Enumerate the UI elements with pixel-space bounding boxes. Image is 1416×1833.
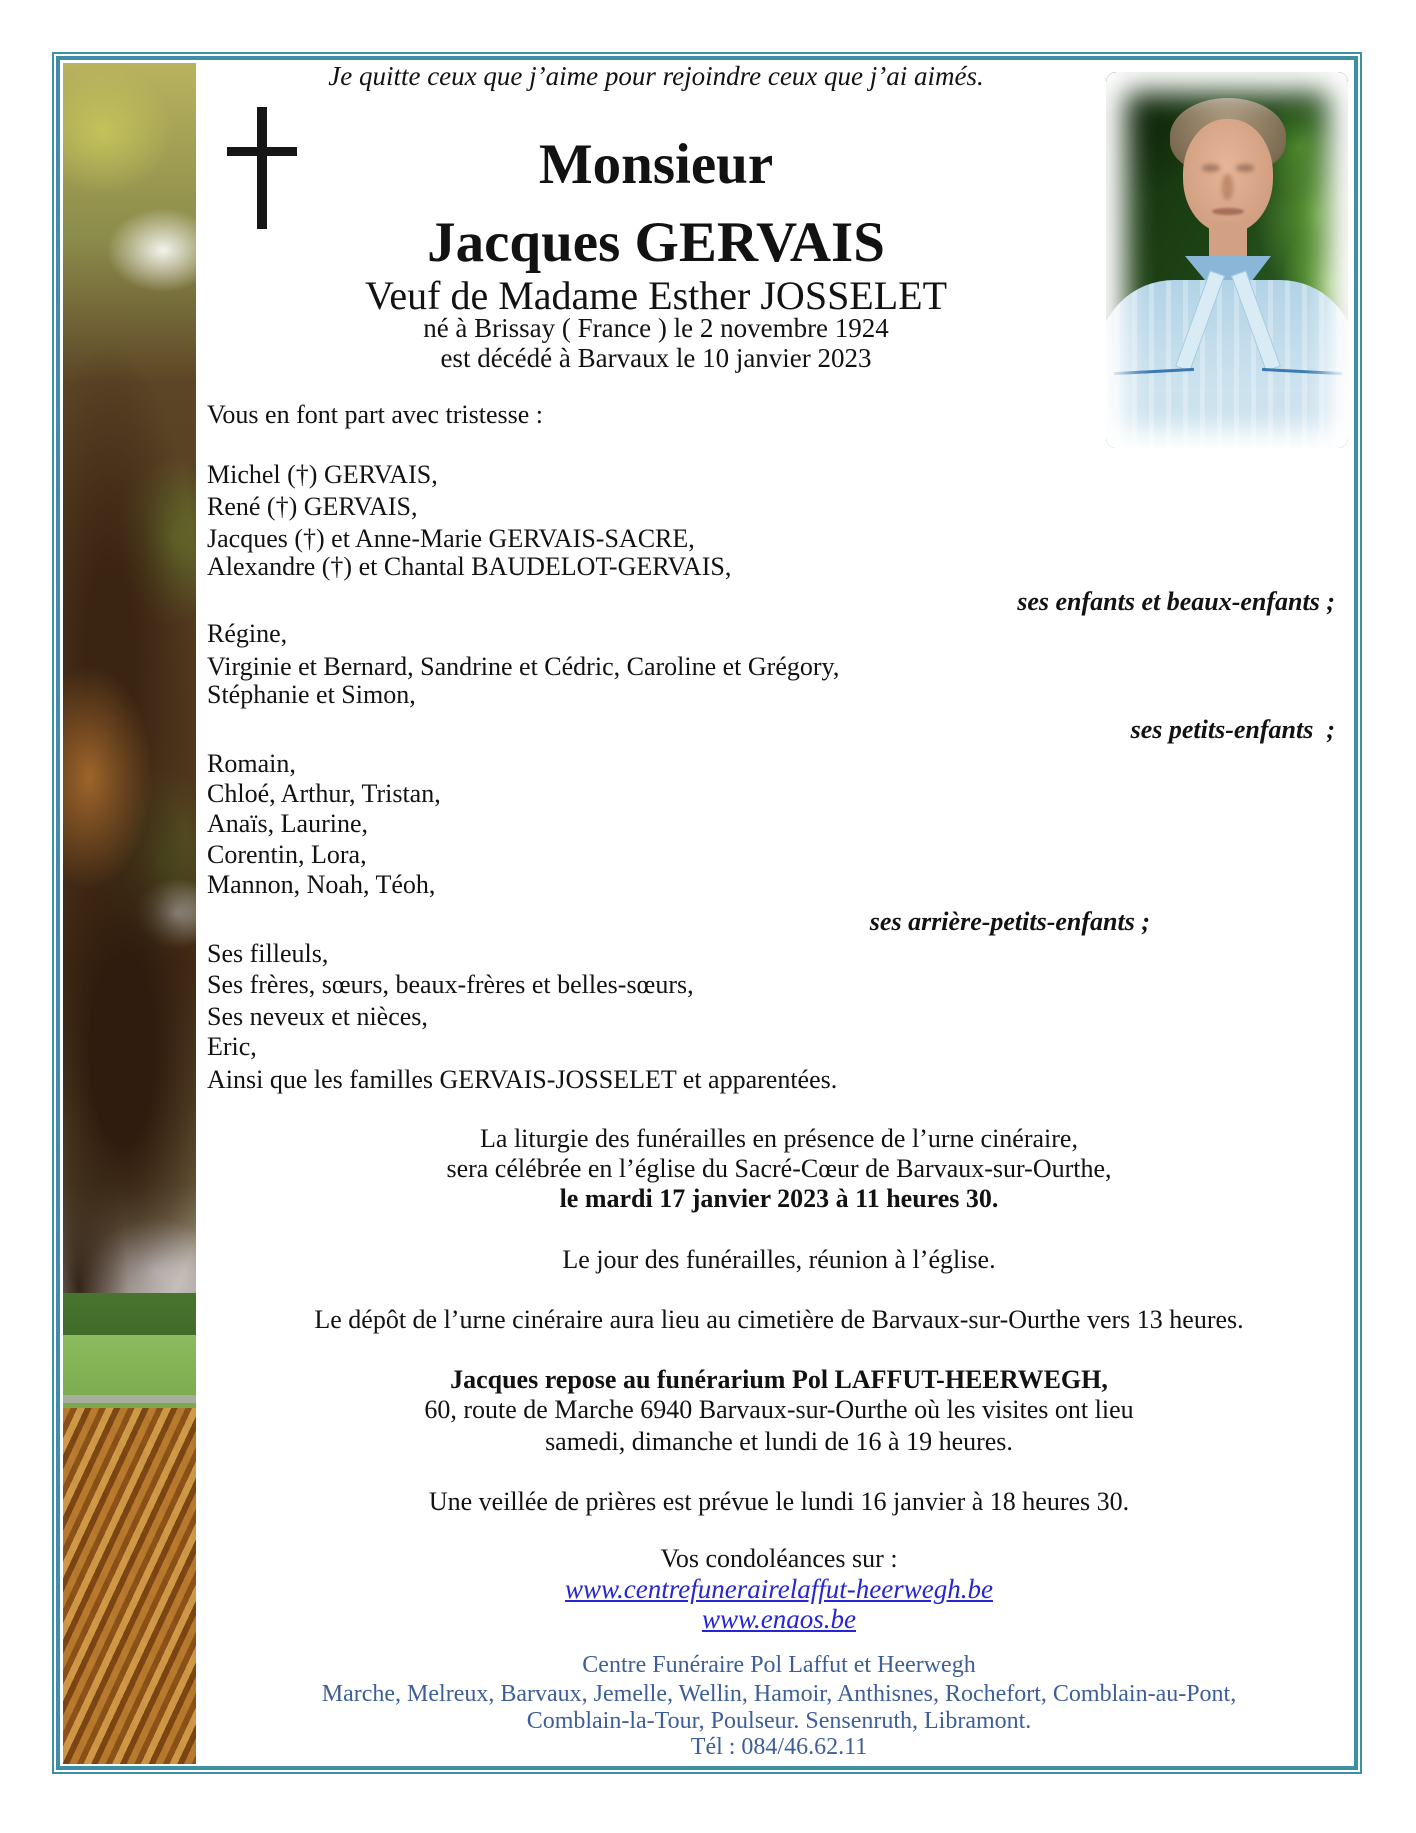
family-line: Stéphanie et Simon, [207, 680, 416, 709]
relation-label-great-grandchildren: ses arrière-petits-enfants ; [869, 907, 1150, 936]
funeral-home-locations: Comblain-la-Tour, Poulseur. Sensenruth, Libramont. [526, 1708, 1032, 1734]
family-line: Jacques (†) et Anne-Marie GERVAIS-SACRE, [207, 524, 695, 553]
condolences-intro: Vos condoléances sur : [660, 1544, 898, 1573]
funeral-home-line: Jacques repose au funérarium Pol LAFFUT-HEERWEGH, [450, 1365, 1108, 1394]
reunion-line: Le jour des funérailles, réunion à l’église. [562, 1245, 996, 1274]
family-line: Ses filleuls, [207, 939, 329, 968]
family-line: Eric, [207, 1032, 257, 1061]
family-line: Virginie et Bernard, Sandrine et Cédric, Caroline et Grégory, [207, 652, 840, 681]
liturgy-datetime: le mardi 17 janvier 2023 à 11 heures 30. [559, 1184, 999, 1213]
relation-label-children: ses enfants et beaux-enfants ; [1017, 587, 1335, 616]
family-line: Ses neveux et nièces, [207, 1002, 428, 1031]
condolence-link-row [196, 1604, 1362, 1634]
condolence-link[interactable]: www.centrefunerairelaffut-heerwegh.be [565, 1574, 993, 1604]
urn-deposit-line: Le dépôt de l’urne cinéraire aura lieu au cimetière de Barvaux-sur-Ourthe vers 13 heures. [314, 1305, 1244, 1334]
enaos-link[interactable]: www.enaos.be [702, 1604, 856, 1634]
condolence-link-row [196, 1574, 1362, 1604]
funeral-home-address: 60, route de Marche 6940 Barvaux-sur-Ourthe où les visites ont lieu [424, 1395, 1134, 1424]
birth-line: né à Brissay ( France ) le 2 novembre 1924 [423, 313, 889, 343]
visit-hours-line: samedi, dimanche et lundi de 16 à 19 heures. [545, 1427, 1013, 1456]
family-line: Chloé, Arthur, Tristan, [207, 779, 441, 808]
family-line: Romain, [207, 749, 296, 778]
family-line: Corentin, Lora, [207, 840, 367, 869]
family-line: Michel (†) GERVAIS, [207, 460, 438, 489]
family-line: René (†) GERVAIS, [207, 492, 418, 521]
family-line: Mannon, Noah, Téoh, [207, 870, 436, 899]
funeral-home-locations: Marche, Melreux, Barvaux, Jemelle, Wellin, Hamoir, Anthisnes, Rochefort, Comblain-au-Pont, [321, 1681, 1237, 1707]
relation-label-grandchildren: ses petits-enfants ; [1130, 715, 1335, 744]
epigraph: Je quitte ceux que j’aime pour rejoindre ceux que j’ai aimés. [328, 61, 984, 91]
liturgy-line: La liturgie des funérailles en présence de l’urne cinéraire, [480, 1124, 1078, 1153]
death-line: est décédé à Barvaux le 10 janvier 2023 [440, 343, 872, 373]
family-line: Ses frères, sœurs, beaux-frères et belles-sœurs, [207, 970, 694, 999]
funeral-home-phone: Tél : 084/46.62.11 [690, 1734, 868, 1760]
vigil-line: Une veillée de prières est prévue le lundi 16 janvier à 18 heures 30. [428, 1487, 1130, 1516]
relation-line: Veuf de Madame Esther JOSSELET [364, 273, 948, 318]
portrait-vignette [1106, 72, 1348, 448]
family-line: Anaïs, Laurine, [207, 809, 369, 838]
left-photo-strip [63, 63, 196, 1764]
family-line: Ainsi que les familles GERVAIS-JOSSELET et apparentées. [207, 1065, 838, 1094]
liturgy-line: sera célébrée en l’église du Sacré-Cœur de Barvaux-sur-Ourthe, [446, 1154, 1112, 1183]
announcement-intro: Vous en font part avec tristesse : [207, 400, 543, 429]
portrait-photo [1106, 72, 1348, 448]
funeral-home-name: Centre Funéraire Pol Laffut et Heerwegh [582, 1652, 976, 1678]
honorific: Monsieur [538, 133, 774, 196]
family-line: Alexandre (†) et Chantal BAUDELOT-GERVAIS, [207, 552, 732, 581]
deceased-name: Jacques GERVAIS [427, 211, 885, 274]
family-line: Régine, [207, 619, 288, 648]
